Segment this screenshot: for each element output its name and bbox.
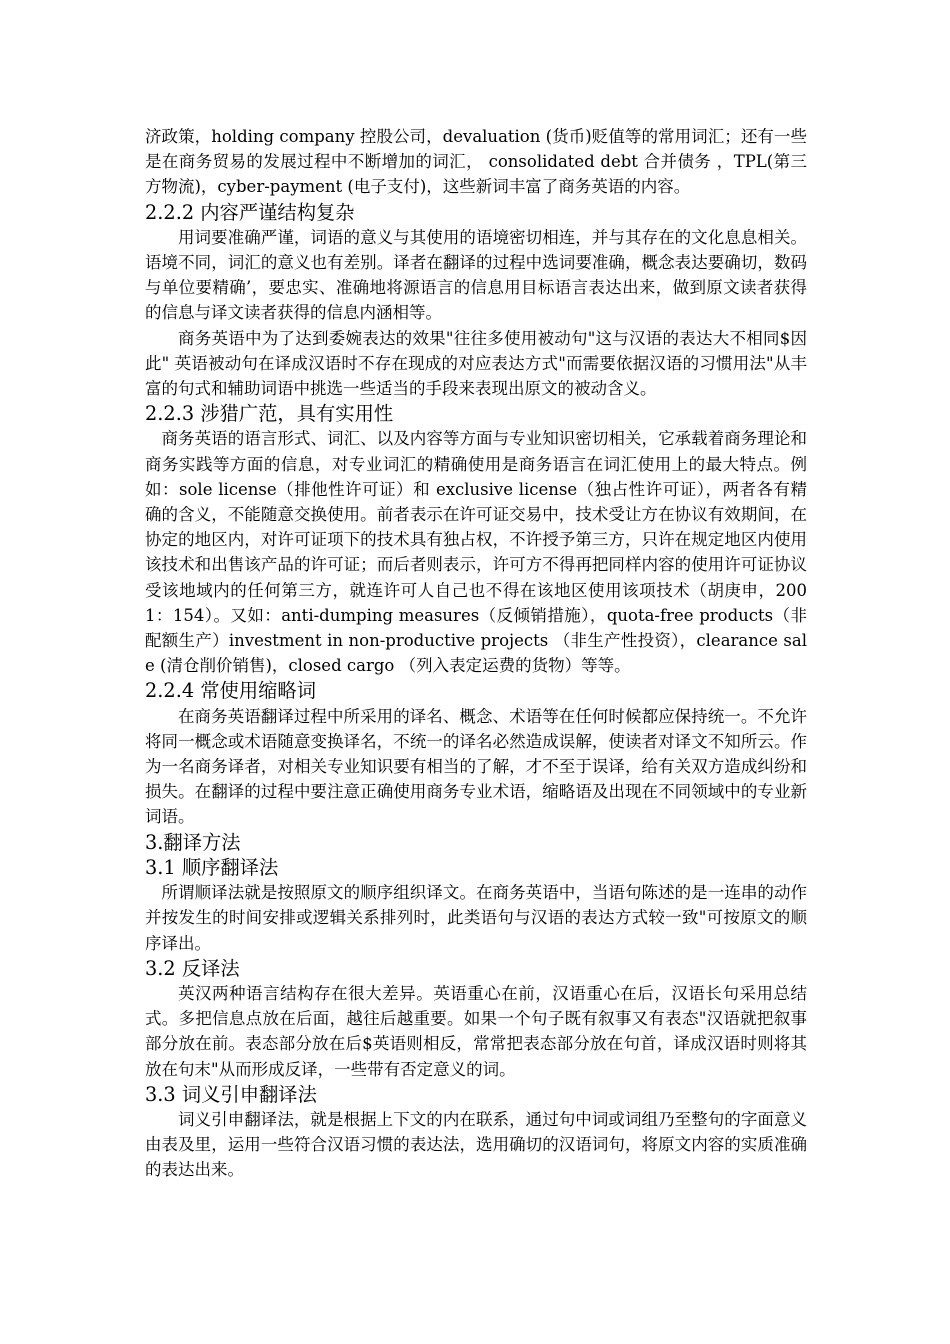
section-heading-2-2-3: 2.2.3 涉猎广范，具有实用性 [145, 402, 394, 426]
section-heading-3-2: 3.2 反译法 [145, 956, 240, 980]
paragraph-word-precision: 用词要准确严谨，词语的意义与其使用的语境密切相连，并与其存在的文化息息相关。语境不同，词汇的意义也有差别。译者在翻译的过程中选词要准确，概念表达要确切，数码与单位要精确’，要忠实、准确地将源语言的信息用目标语言表达出来，做到原文读者获得的信息与译文读者获得的信息内涵相等。 [145, 227, 807, 323]
paragraph-intro: 济政策，holding company 控股公司，devaluation (货币)贬值等的常用词汇；还有一些是在商务贸易的发展过程中不断增加的词汇， consolidated debt 合并债务 ，TPL(第三方物流)，cyber-payment (电子支付)，这些新词丰富了商务英语的内容。 [145, 127, 807, 197]
document-body [145, 124, 807, 1183]
section-heading-3-1: 3.1 顺序翻译法 [145, 855, 279, 879]
section-heading-2-2-2: 2.2.2 内容严谨结构复杂 [145, 200, 355, 224]
paragraph-sequential-translation: 所谓顺译法就是按照原文的顺序组织译文。在商务英语中，当语句陈述的是一连串的动作并按发生的时间安排或逻辑关系排列时，此类语句与汉语的表达方式较一致"可按原文的顺序译出。 [145, 883, 807, 953]
section-heading-2-2-4: 2.2.4 常使用缩略词 [145, 679, 317, 703]
paragraph-reverse-translation: 英汉两种语言结构存在很大差异。英语重心在前，汉语重心在后，汉语长句采用总结式。多把信息点放在后面，越往后越重要。如果一个句子既有叙事又有表态"汉语就把叙事部分放在前。表态部分放在后$英语则相反，常常把表态部分放在句首，译成汉语时则将其放在句末"从而形成反译，一些带有否定意义的词。 [145, 983, 807, 1079]
paragraph-passive-voice: 商务英语中为了达到委婉表达的效果"往往多使用被动句"这与汉语的表达大不相同$因此" 英语被动句在译成汉语时不存在现成的对应表达方式"而需要依据汉语的习惯用法"从丰富的句式和辅助词语中挑选一些适当的手段来表现出原文的被动含义。 [145, 328, 807, 399]
section-heading-3: 3.翻译方法 [145, 830, 241, 854]
paragraph-terminology: 商务英语的语言形式、词汇、以及内容等方面与专业知识密切相关，它承载着商务理论和商务实践等方面的信息，对专业词汇的精确使用是商务语言在词汇使用上的最大特点。例如：sole license（排他性许可证）和 exclusive license（独占性许可证），两者各有精确的含义，不能随意交换使用。前者表示在许可证交易中，技术受让方在协议有效期间，在协定的地区内，对许可证项下的技术具有独占权，不许授予第三方，只许在规定地区内使用该技术和出售该产品的许可证；而后者则表示，许可方不得再把同样内容的使用许可证协议受该地域内的任何第三方，就连许可人自己也不得在该地区使用该项技术（胡庚申，2001：154）。又如：anti-dumping measures（反倾销措施），quota-free products（非配额生产）investment in non-productive projects （非生产性投资），clearance sale (清仓削价销售)，closed cargo （列入表定运费的货物）等等。 [145, 429, 807, 676]
section-heading-3-3: 3.3 词义引申翻译法 [145, 1082, 317, 1106]
paragraph-extension-translation: 词义引申翻译法，就是根据上下文的内在联系，通过句中词或词组乃至整句的字面意义由表及里，运用一些符合汉语习惯的表达法，选用确切的汉语词句，将原文内容的实质准确的表达出来。 [145, 1109, 807, 1180]
paragraph-abbreviations: 在商务英语翻译过程中所采用的译名、概念、术语等在任何时候都应保持统一。不允许将同一概念或术语随意变换译名，不统一的译名必然造成误解，使读者对译文不知所云。作为一名商务译者，对相关专业知识要有相当的了解，才不至于误译，给有关双方造成纠纷和损失。在翻译的过程中要注意正确使用商务专业术语，缩略语及出现在不同领域中的专业新词语。 [145, 706, 807, 827]
